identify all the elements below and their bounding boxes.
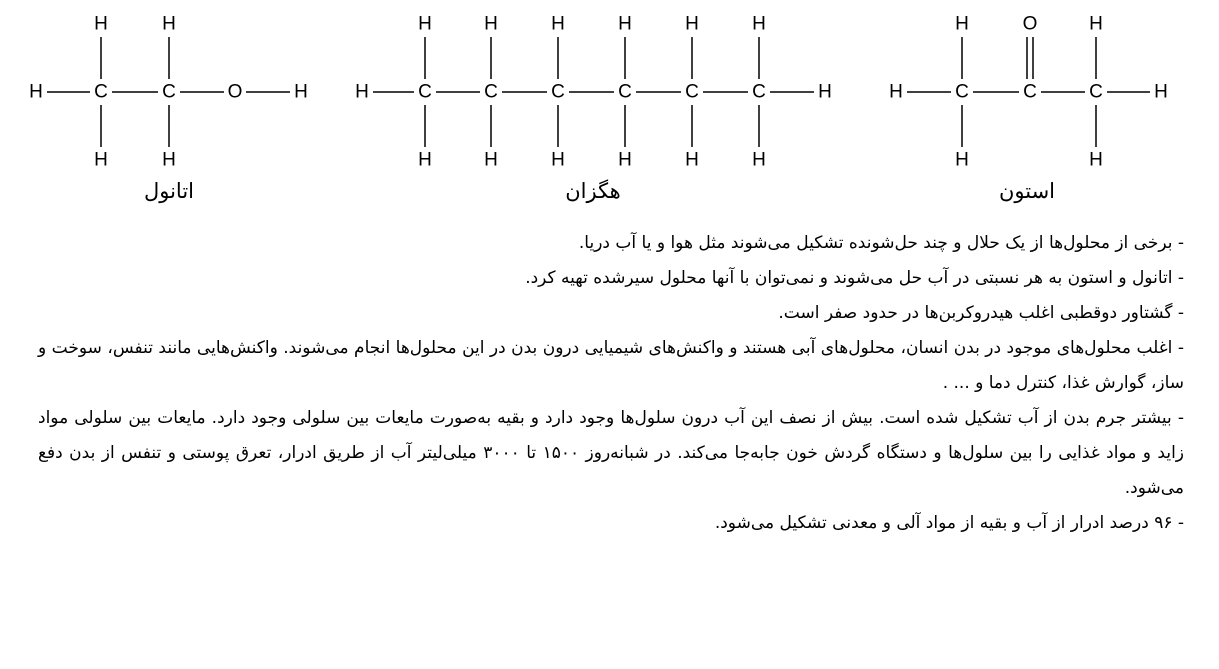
hexane-atom-h: H	[685, 13, 699, 35]
hexane-atom-h: H	[685, 149, 699, 171]
hexane-atom-h: H	[355, 81, 369, 103]
note-hydrocarbon-dipole: - گشتاور دوقطبی اغلب هیدروکربن‌ها در حدود صفر است.	[778, 303, 1184, 323]
ethanol-atom-h: H	[94, 13, 108, 35]
ethanol-atom-h: H	[162, 13, 176, 35]
hexane-atom-h: H	[818, 81, 832, 103]
acetone-label: استون	[998, 180, 1056, 203]
chemical-bonds	[47, 37, 1150, 147]
ethanol-atom-h: H	[29, 81, 43, 103]
hexane-atom-h: H	[418, 13, 432, 35]
acetone-atom-h: H	[1154, 81, 1168, 103]
structural-formulas	[0, 0, 1219, 215]
ethanol-atom-h: H	[162, 149, 176, 171]
hexane-atom-c: C	[618, 81, 632, 103]
ethanol-atom-h: H	[94, 149, 108, 171]
hexane-atom-c: C	[752, 81, 766, 103]
acetone-atom-c: C	[955, 81, 969, 103]
note-body-solutions: - اغلب محلول‌های موجود در بدن انسان، محلول‌های آبی هستند و واکنش‌های شیمیایی درون بدن در این محلول‌ها انجام می‌شوند. واکنش‌هایی مانند تنفس، سوخت و ساز، گوارش غذا، کنترل دما و ... .	[38, 338, 1184, 393]
hexane-atom-h: H	[752, 149, 766, 171]
hexane-atom-h: H	[618, 13, 632, 35]
hexane-label: هگزان	[565, 180, 621, 203]
acetone-atom-c: C	[1089, 81, 1103, 103]
hexane-atom-c: C	[418, 81, 432, 103]
acetone-atom-h: H	[889, 81, 903, 103]
hexane-atom-h: H	[551, 13, 565, 35]
hexane-atom-c: C	[551, 81, 565, 103]
note-urine-composition: - ۹۶ درصد ادرار از آب و بقیه از مواد آلی و معدنی تشکیل می‌شود.	[714, 513, 1184, 533]
ethanol-atom-c: C	[162, 81, 176, 103]
acetone-atom-h: H	[955, 13, 969, 35]
acetone-atom-h: H	[1089, 149, 1103, 171]
hexane-atom-c: C	[685, 81, 699, 103]
hexane-atom-h: H	[484, 149, 498, 171]
note-multi-solute-solutions: - برخی از محلول‌ها از یک حلال و چند حل‌شونده تشکیل می‌شوند مثل هوا و یا آب دریا.	[578, 233, 1184, 253]
acetone-atom-o: O	[1022, 13, 1038, 35]
notes-text	[38, 226, 1184, 541]
hexane-atom-h: H	[484, 13, 498, 35]
ethanol-atom-o: O	[227, 81, 243, 103]
acetone-atom-h: H	[1089, 13, 1103, 35]
hexane-atom-h: H	[551, 149, 565, 171]
hexane-atom-h: H	[418, 149, 432, 171]
note-ethanol-acetone-miscible: - اتانول و استون به هر نسبتی در آب حل می‌شوند و نمی‌توان با آنها محلول سیرشده تهیه کرد.	[525, 268, 1184, 288]
hexane-atom-c: C	[484, 81, 498, 103]
hexane-atom-h: H	[618, 149, 632, 171]
note-body-water: - بیشتر جرم بدن از آب تشکیل شده است. بیش از نصف این آب درون سلول‌ها وجود دارد و بقیه به‌صورت مایعات بین سلولی وجود دارد. مایعات بین سلولی مواد زاید و مواد غذایی را بین سلول‌ها و دستگاه گردش خون جابه‌جا می‌کند. در شبانه‌روز ۱۵۰۰ تا ۳۰۰۰ میلی‌لیتر آب از طریق ادرار، تعرق پوستی و تنفس از بدن دفع می‌شود.	[38, 408, 1185, 498]
acetone-atom-c: C	[1023, 81, 1037, 103]
ethanol-label: اتانول	[143, 180, 195, 203]
acetone-atom-h: H	[955, 149, 969, 171]
ethanol-atom-h: H	[294, 81, 308, 103]
hexane-atom-h: H	[752, 13, 766, 35]
ethanol-atom-c: C	[94, 81, 108, 103]
